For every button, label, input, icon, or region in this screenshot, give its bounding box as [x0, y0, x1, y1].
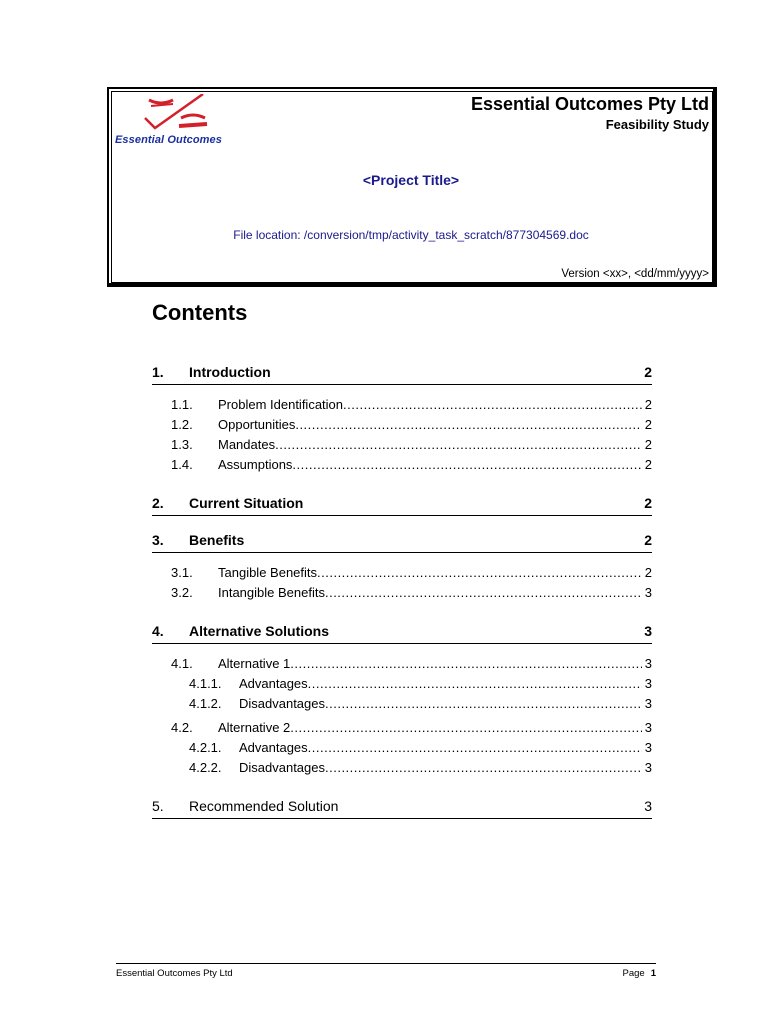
toc-entry[interactable]: [152, 694, 652, 714]
toc-entry-page: 2: [644, 417, 652, 432]
toc-entry[interactable]: [152, 563, 652, 583]
toc-entry[interactable]: [152, 455, 652, 475]
toc-entry-page: 3: [644, 740, 652, 755]
logo-wordmark: Essential Outcomes: [115, 134, 222, 146]
toc-leader-dots: [275, 435, 642, 455]
toc-entry-number: 4.1.: [171, 656, 193, 671]
toc-entry-page: 3: [644, 720, 652, 735]
toc-entry-number: 1.3.: [171, 437, 193, 452]
toc-entry-number: 2.: [152, 495, 164, 511]
company-logo: [115, 94, 255, 150]
toc-entry-number: 1.: [152, 364, 164, 380]
toc-leader-dots: [308, 674, 642, 694]
toc-entry-label: Introduction: [189, 364, 271, 380]
project-title: <Project Title>: [362, 172, 460, 188]
toc-entry-page: 3: [644, 623, 652, 639]
toc-entry-number: 4.1.2.: [189, 696, 222, 711]
toc-leader-dots: [290, 654, 642, 674]
toc-entry-label: Benefits: [189, 532, 245, 548]
toc-entry-page: 2: [644, 495, 652, 511]
toc-entry-label: Problem Identification: [218, 397, 344, 412]
toc-entry-label: Alternative 2: [218, 720, 291, 735]
toc-entry[interactable]: [152, 356, 652, 385]
toc-entry-page: 3: [644, 656, 652, 671]
toc-entry-number: 3.: [152, 532, 164, 548]
contents-heading: Contents: [152, 300, 248, 325]
toc-entry-page: 2: [644, 437, 652, 452]
toc-entry-page: 2: [644, 397, 652, 412]
toc-entry[interactable]: [152, 524, 652, 553]
toc-entry[interactable]: [152, 654, 652, 674]
toc-entry-label: Alternative 1: [218, 656, 291, 671]
toc-entry-page: 2: [644, 457, 652, 472]
toc-entry-number: 1.2.: [171, 417, 193, 432]
toc-leader-dots: [292, 455, 642, 475]
company-name: Essential Outcomes Pty Ltd: [470, 94, 709, 114]
toc-leader-dots: [295, 415, 642, 435]
toc-leader-dots: [308, 738, 642, 758]
file-location: File location: /conversion/tmp/activity_task_scratch/877304569.doc: [233, 228, 589, 242]
toc-entry-number: 3.1.: [171, 565, 193, 580]
toc-entry[interactable]: [152, 758, 652, 778]
document-type: Feasibility Study: [605, 117, 709, 132]
toc-entry-page: 2: [644, 532, 652, 548]
toc-entry-label: Mandates: [218, 437, 276, 452]
tick-logo-icon: [143, 94, 213, 132]
toc-entry[interactable]: [152, 738, 652, 758]
toc-entry-label: Tangible Benefits: [218, 565, 318, 580]
table-of-contents: [152, 356, 652, 819]
footer-page: [623, 968, 656, 979]
toc-entry-page: 3: [644, 798, 652, 814]
toc-entry-number: 4.: [152, 623, 164, 639]
footer-divider: [116, 963, 656, 964]
toc-leader-dots: [325, 583, 642, 603]
toc-entry-number: 3.2.: [171, 585, 193, 600]
toc-entry-number: 4.1.1.: [189, 676, 222, 691]
toc-entry[interactable]: [152, 395, 652, 415]
toc-entry[interactable]: [152, 718, 652, 738]
toc-entry-label: Advantages: [239, 676, 308, 691]
toc-entry-label: Disadvantages: [239, 696, 325, 711]
toc-entry[interactable]: [152, 583, 652, 603]
toc-entry-label: Disadvantages: [239, 760, 325, 775]
toc-leader-dots: [325, 694, 642, 714]
toc-entry-page: 3: [644, 585, 652, 600]
toc-entry-label: Recommended Solution: [189, 798, 339, 814]
version-info: Version <xx>, <dd/mm/yyyy>: [561, 268, 709, 280]
document-header: [107, 87, 717, 287]
toc-entry-page: 3: [644, 696, 652, 711]
toc-entry-number: 5.: [152, 798, 164, 814]
toc-entry-number: 4.2.2.: [189, 760, 222, 775]
toc-entry[interactable]: [152, 615, 652, 644]
toc-entry[interactable]: [152, 790, 652, 819]
toc-entry-label: Intangible Benefits: [218, 585, 325, 600]
toc-entry-page: 2: [644, 364, 652, 380]
toc-entry-number: 4.2.1.: [189, 740, 222, 755]
footer-page-number: 1: [650, 968, 656, 979]
toc-entry-number: 1.1.: [171, 397, 193, 412]
toc-entry-number: 1.4.: [171, 457, 193, 472]
toc-entry[interactable]: [152, 487, 652, 516]
toc-entry-label: Advantages: [239, 740, 308, 755]
toc-entry-number: 4.2.: [171, 720, 193, 735]
toc-entry-label: Opportunities: [218, 417, 296, 432]
toc-leader-dots: [290, 718, 642, 738]
toc-entry-page: 2: [644, 565, 652, 580]
footer-page-label: Page: [622, 968, 645, 979]
toc-entry-label: Current Situation: [189, 495, 304, 511]
toc-leader-dots: [317, 563, 642, 583]
toc-entry[interactable]: [152, 435, 652, 455]
toc-entry-page: 3: [644, 676, 652, 691]
toc-leader-dots: [343, 395, 642, 415]
toc-entry-label: Alternative Solutions: [189, 623, 330, 639]
toc-entry[interactable]: [152, 674, 652, 694]
footer-company: Essential Outcomes Pty Ltd: [116, 968, 233, 979]
toc-leader-dots: [325, 758, 642, 778]
toc-entry-label: Assumptions: [218, 457, 293, 472]
toc-entry[interactable]: [152, 415, 652, 435]
toc-entry-page: 3: [644, 760, 652, 775]
